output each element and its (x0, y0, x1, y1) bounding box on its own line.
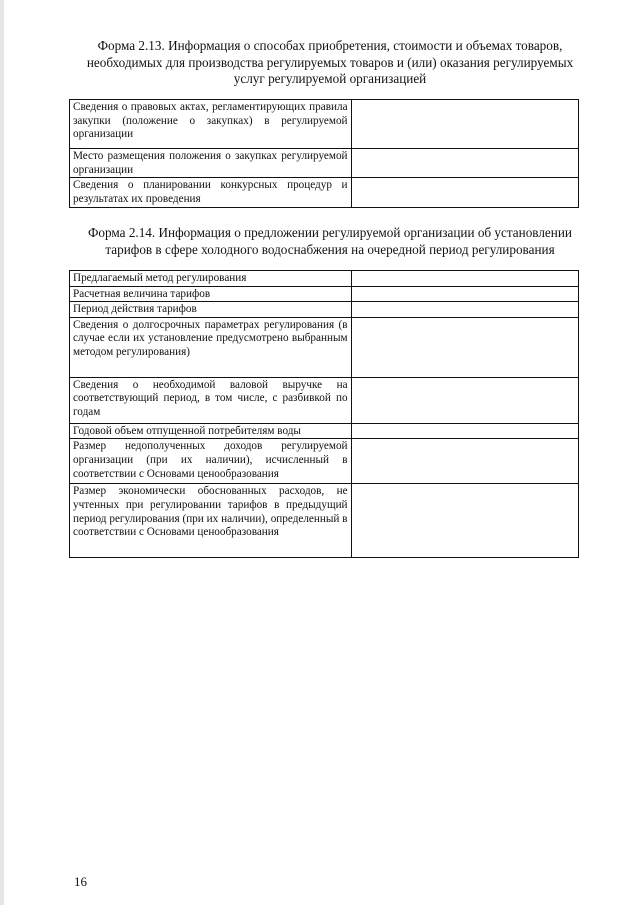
row-value-cell[interactable] (351, 317, 578, 377)
table-row (70, 271, 579, 287)
row-value-cell[interactable] (351, 100, 578, 149)
row-label: Сведения о долгосрочных параметрах регулирования (в случае если их установление предусмотрено выбранным методом регулирования) (70, 317, 352, 377)
row-value-cell[interactable] (351, 439, 578, 484)
row-value-cell[interactable] (351, 149, 578, 178)
title-line: необходимых для производства регулируемых товаров и (или) оказания регулируемых (86, 54, 574, 70)
row-label: Сведения о необходимой валовой выручке на соответствующий период, в том числе, с разбивкой по годам (70, 377, 352, 423)
row-value-cell[interactable] (351, 286, 578, 302)
row-value-cell[interactable] (351, 271, 578, 287)
row-label: Расчетная величина тарифов (70, 286, 352, 302)
table-row (70, 439, 579, 484)
row-label: Место размещения положения о закупках регулируемой организации (70, 149, 352, 178)
table-row (70, 377, 579, 423)
form-2-14-title (60, 225, 600, 258)
form-2-13-table (69, 99, 579, 208)
table-row (70, 149, 579, 178)
page-number: 16 (74, 874, 87, 889)
table-row (70, 423, 579, 439)
row-label: Сведения о планировании конкурсных процедур и результатах их проведения (70, 178, 352, 208)
table-row (70, 178, 579, 208)
row-value-cell[interactable] (351, 484, 578, 558)
title-line: Форма 2.13. Информация о способах приобретения, стоимости и объемах товаров, (97, 38, 563, 53)
row-value-cell[interactable] (351, 178, 578, 208)
page-edge (0, 0, 4, 905)
form-2-14-table (69, 270, 579, 558)
table-row (70, 484, 579, 558)
title-line: Форма 2.14. Информация о предложении регулируемой организации об установлении (88, 225, 572, 240)
row-label: Размер экономически обоснованных расходов, не учтенных при регулировании тарифов в предыдущий период регулирования (при их наличии), определенный в соответствии с Основами ценообразования (70, 484, 352, 558)
row-label: Предлагаемый метод регулирования (70, 271, 352, 287)
table-row (70, 317, 579, 377)
row-label: Годовой объем отпущенной потребителям воды (70, 423, 352, 439)
title-line: услуг регулируемой организацией (233, 71, 427, 86)
row-value-cell[interactable] (351, 377, 578, 423)
row-label: Размер недополученных доходов регулируемой организации (при их наличии), исчисленный в соответствии с Основами ценообразования (70, 439, 352, 484)
table-row (70, 286, 579, 302)
row-value-cell[interactable] (351, 423, 578, 439)
row-value-cell[interactable] (351, 302, 578, 318)
row-label: Сведения о правовых актах, регламентирующих правила закупки (положение о закупках) в регулируемой организации (70, 100, 352, 149)
title-line: тарифов в сфере холодного водоснабжения на очередной период регулирования (105, 241, 555, 257)
row-label: Период действия тарифов (70, 302, 352, 318)
form-2-13-title (60, 38, 600, 88)
table-row (70, 100, 579, 149)
table-row (70, 302, 579, 318)
